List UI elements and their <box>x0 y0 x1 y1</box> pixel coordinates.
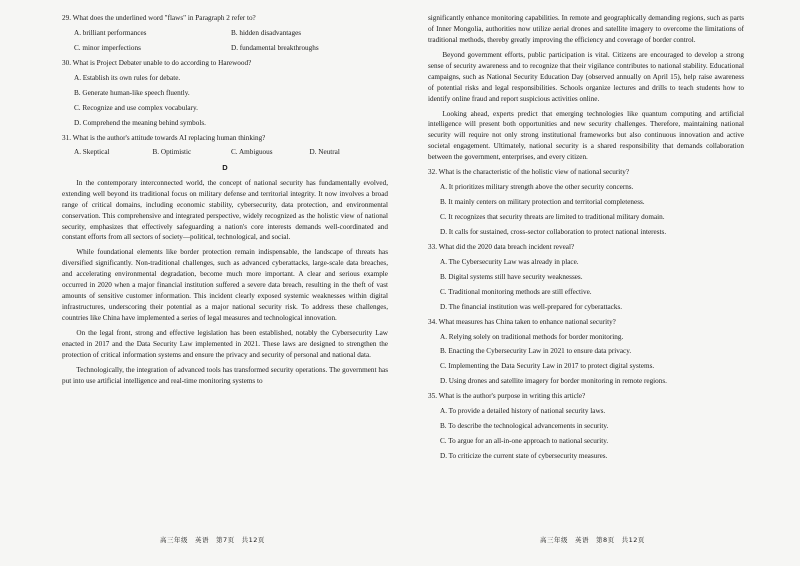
option: C. It recognizes that security threats are limited to traditional military domain. <box>440 213 665 221</box>
option: D. The financial institution was well-prepared for cyberattacks. <box>440 302 623 311</box>
option: D. Using drones and satellite imagery for border monitoring in remote regions. <box>440 377 667 386</box>
question-31: 31. What is the author's attitude towards AI replacing human thinking? <box>62 133 266 142</box>
page-footer-left: 高三年级 英语 第7页 共12页 <box>160 536 265 544</box>
option: A. Relying solely on traditional methods for border monitoring. <box>440 332 624 341</box>
option: B. To describe the technological advancements in security. <box>440 422 609 431</box>
option: D. Neutral <box>309 148 340 157</box>
question-33: 33. What did the 2020 data breach incident reveal? <box>428 242 575 251</box>
right-page <box>400 0 800 566</box>
section-heading: D <box>222 163 228 173</box>
question-35: 35. What is the author's purpose in writing this article? <box>428 392 586 401</box>
question-29-options-row-2 <box>74 43 388 54</box>
question-29-options-row-1 <box>74 28 388 39</box>
option: C. To argue for an all-in-one approach to national security. <box>440 437 609 446</box>
paragraph-3: On the legal front, strong and effective legislation has been established, notably the Cybersecurity Law enacted in 2017 and the Data Security Law implemented in 2021. These laws are designed to strengthen the protection of critical information systems and ensure the privacy and security of personal and national data. <box>62 328 388 359</box>
question-30: 30. What is Project Debater unable to do according to Harewood? <box>62 58 252 67</box>
paragraph-5: Beyond government efforts, public participation is vital. Citizens are encouraged to develop a strong sense of security awareness and to recognize that their vigilance contributes to national stability. Educational campaigns, such as National Security Education Day (observed annually on April 15), help raise awareness of potential risks and legal responsibilities. Schools organize lectures and drills to teach students how to identify online fraud and report suspicious activities online. <box>428 50 744 103</box>
option: C. Recognize and use complex vocabulary. <box>74 103 198 112</box>
option: A. Skeptical <box>74 148 110 157</box>
paragraph-6: Looking ahead, experts predict that emerging technologies like quantum computing and artificial intelligence will present both opportunities and new security challenges. Therefore, maintaining national security will require not only strong institutional frameworks but also continuous innovation and active societal engagement. Ultimately, national security is a shared responsibility that demands collaboration between the government, enterprises, and every citizen. <box>428 109 744 162</box>
page-footer-right: 高三年级 英语 第8页 共12页 <box>540 536 645 544</box>
option: B. hidden disadvantages <box>231 28 302 37</box>
paragraph-4: Technologically, the integration of advanced tools has transformed security operations. The government has put into use artificial intelligence and real-time monitoring systems to <box>62 365 388 385</box>
option: B. Enacting the Cybersecurity Law in 2021 to ensure data privacy. <box>440 347 632 356</box>
option: A. brilliant performances <box>74 28 147 37</box>
paragraph-4-continued: significantly enhance monitoring capabilities. In remote and geographically demanding regions, such as parts of Inner Mongolia, authorities now utilize aerial drones and satellite imagery to overcome the limitations of traditional methods, thereby greatly improving the efficiency and coverage of border control. <box>428 14 744 44</box>
option: C. Traditional monitoring methods are still effective. <box>440 287 592 296</box>
option: B. It mainly centers on military protection and territorial completeness. <box>440 198 645 207</box>
option: D. It calls for sustained, cross-sector collaboration to protect national interests. <box>440 227 667 236</box>
question-34: 34. What measures has China taken to enhance national security? <box>428 317 616 326</box>
paragraph-1: In the contemporary interconnected world, the concept of national security has fundamentally evolved, extending well beyond its traditional focus on military defense and territorial integrity. It now involves a broad range of critical domains, including economic stability, cybersecurity, data protection, and environmental conservation. This comprehensive and integrated perspective, widely recognized as the holistic view of national security, emphasizes that effectively safeguarding a nation's core interests demands well-coordinated and constant efforts from all sectors of society—political, technological, and social. <box>62 178 388 242</box>
question-31-options <box>74 147 388 158</box>
option: B. Generate human-like speech fluently. <box>74 88 190 97</box>
option: B. Digital systems still have security weaknesses. <box>440 272 583 281</box>
option: C. Ambiguous <box>231 148 273 157</box>
option: D. To criticize the current state of cybersecurity measures. <box>440 452 608 460</box>
option: A. It prioritizes military strength above the other security concerns. <box>440 183 634 192</box>
paragraph-2: While foundational elements like border protection remain indispensable, the landscape of threats has diversified significantly. Non-traditional challenges, such as advanced cyberattacks, large-scale data breaches, and accelerating environmental degradation, become much more important. A clear and serious example occurred in 2020 when a major financial institution suffered a severe data breach, resulting in the theft of vast amounts of sensitive customer information. This incident clearly exposed systemic weaknesses within digital infrastructures, underscoring their potential as a major national security risk. To address these challenges, countries like China have implemented a series of legal measures and technological innovation. <box>62 248 388 323</box>
option: C. Implementing the Data Security Law in 2017 to protect digital systems. <box>440 362 655 371</box>
option: A. To provide a detailed history of national security laws. <box>440 407 606 416</box>
option: C. minor imperfections <box>74 43 141 52</box>
question-29: 29. What does the underlined word "flaws" in Paragraph 2 refer to? <box>62 14 256 22</box>
option: D. fundamental breakthroughs <box>231 43 319 52</box>
option: A. The Cybersecurity Law was already in place. <box>440 257 579 266</box>
option: B. Optimistic <box>152 148 192 157</box>
option: A. Establish its own rules for debate. <box>74 73 181 82</box>
question-32: 32. What is the characteristic of the holistic view of national security? <box>428 168 630 177</box>
option: D. Comprehend the meaning behind symbols. <box>74 118 206 127</box>
